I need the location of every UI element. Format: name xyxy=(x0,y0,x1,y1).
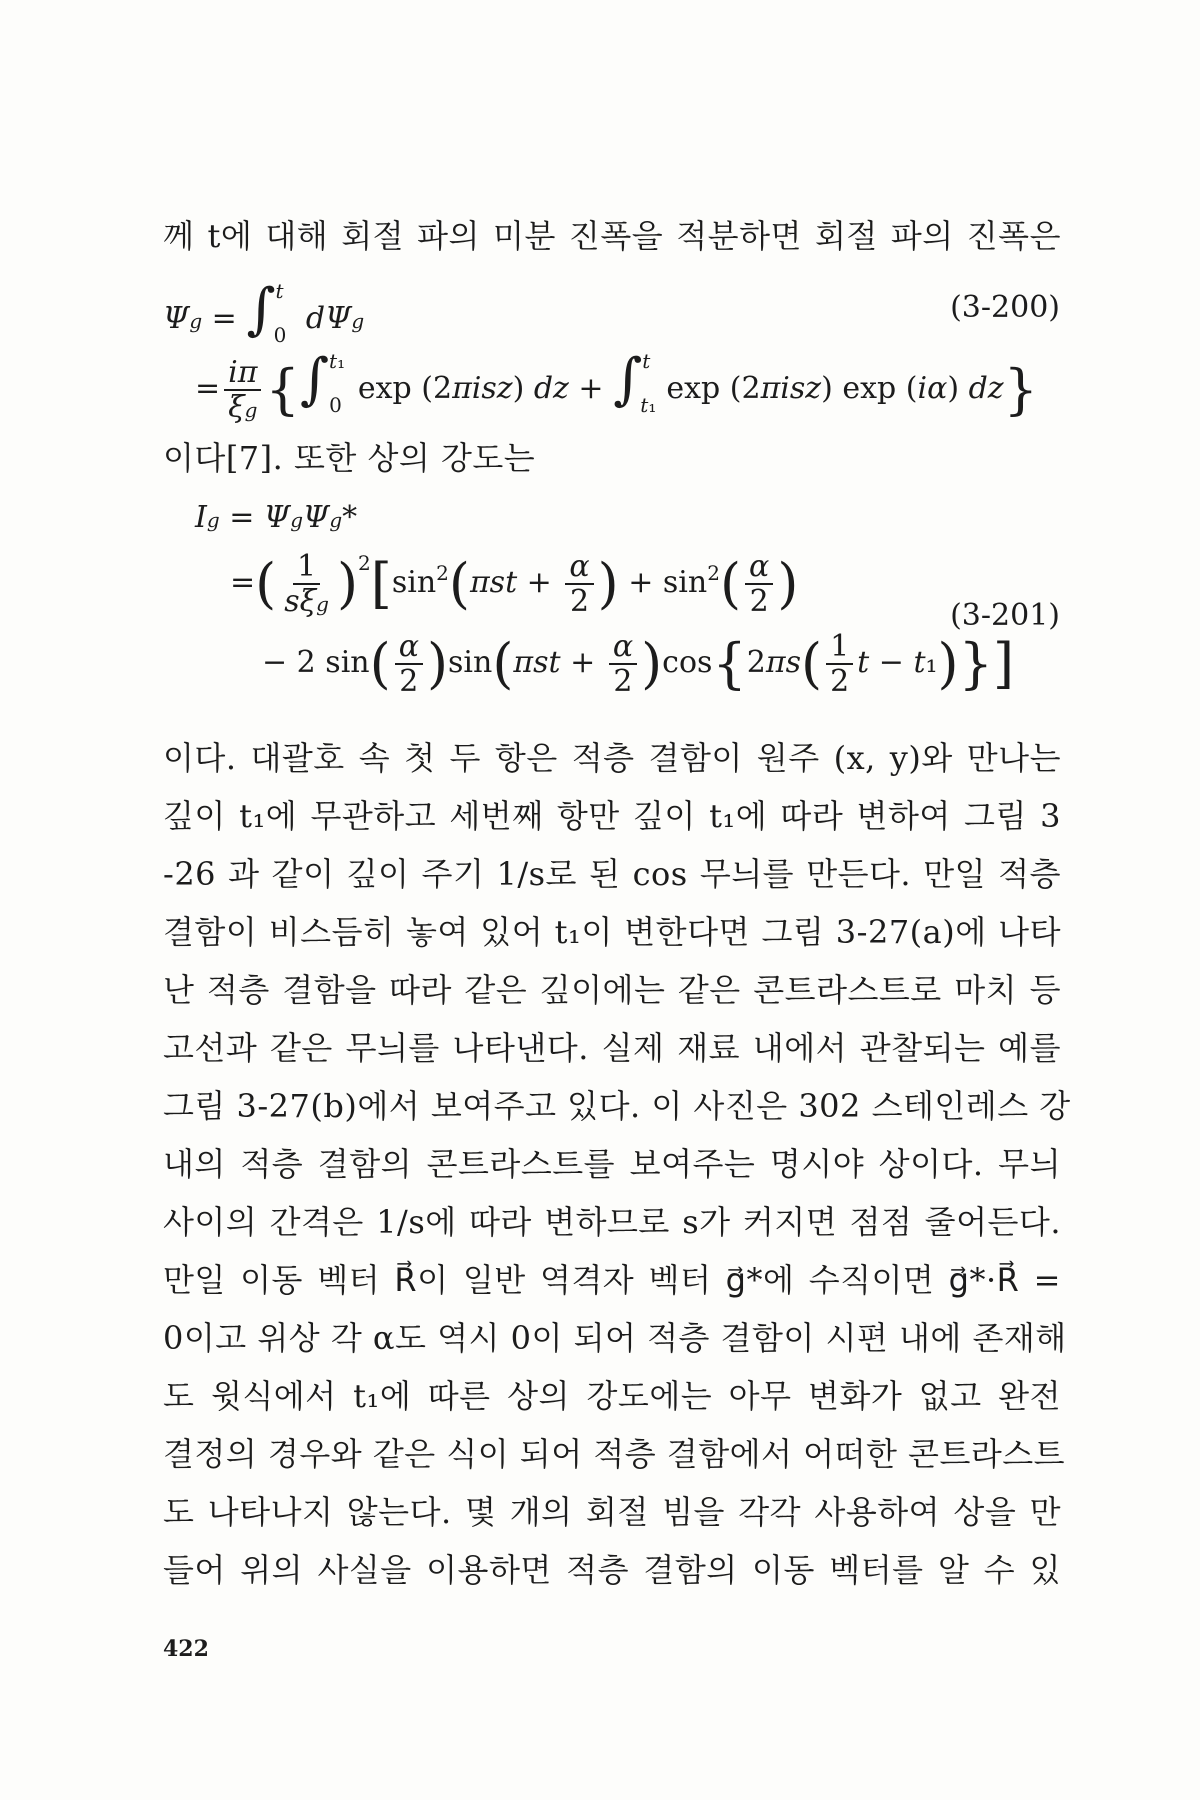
text-line: 결함이 비스듬히 놓여 있어 t₁이 변한다면 그림 3-27(a)에 나타 xyxy=(163,913,1061,951)
text-line: 이다[7]. 또한 상의 강도는 xyxy=(163,439,536,477)
equation-number-3-201: (3-201) xyxy=(950,598,1060,633)
equation-number-3-200: (3-200) xyxy=(950,290,1060,325)
text-line: 사이의 간격은 1/s에 따라 변하므로 s가 커지면 점점 줄어든다. xyxy=(163,1203,1061,1241)
eq200-line1-text xyxy=(0,0,1,1)
equation-3-201-line-2: =( $\frac{1}{\text{sξg}}$ )$^2[\sin^2(\pi st$ + $\frac{\alpha}{2}$ ) + $\sin^2$( $\frac{\alpha}{2}$ ) xyxy=(230,549,799,619)
text-line: 내의 적층 결함의 콘트라스트를 보여주는 명시야 상이다. 무늬 xyxy=(163,1145,1061,1183)
text-line: 고선과 같은 무늬를 나타낸다. 실제 재료 내에서 관찰되는 예를 xyxy=(163,1029,1061,1067)
text-line: 께 t에 대해 회절 파의 미분 진폭을 적분하면 회절 파의 진폭은 xyxy=(163,217,1061,255)
equation-3-200-line-1: Ψg = ∫$^t_0$ dΨg xyxy=(163,277,365,347)
text-line: 그림 3-27(b)에서 보여주고 있다. 이 사진은 302 스테인레스 강 xyxy=(163,1087,1071,1125)
equation-3-201-line-1: Ig = ΨgΨg* xyxy=(195,500,358,535)
page-number: 422 xyxy=(163,1636,209,1662)
text-line: 깊이 t₁에 무관하고 세번째 항만 깊이 t₁에 따라 변하여 그림 3 xyxy=(163,797,1061,835)
text-line: 난 적층 결함을 따라 같은 깊이에는 같은 콘트라스트로 마치 등 xyxy=(163,971,1061,1009)
text-line: 만일 이동 벡터 R⃗이 일반 역격자 벡터 g⃗*에 수직이면 g⃗*·R⃗ = xyxy=(163,1261,1061,1299)
text-line: 0이고 위상 각 α도 역시 0이 되어 적층 결함이 시편 내에 존재해 xyxy=(163,1319,1067,1357)
text-line: 들어 위의 사실을 이용하면 적층 결함의 이동 벡터를 알 수 있 xyxy=(163,1551,1061,1589)
text-line: -26 과 같이 깊이 주기 1/s로 된 cos 무늬를 만든다. 만일 적층 xyxy=(163,855,1061,893)
text-line: 결정의 경우와 같은 식이 되어 적층 결함에서 어떠한 콘트라스트 xyxy=(163,1435,1066,1473)
text-line: 도 나타나지 않는다. 몇 개의 회절 빔을 각각 사용하여 상을 만 xyxy=(163,1493,1061,1531)
text-line: 이다. 대괄호 속 첫 두 항은 적층 결함이 원주 (x, y)와 만나는 xyxy=(163,739,1061,777)
text-line: 도 윗식에서 t₁에 따른 상의 강도에는 아무 변화가 없고 완전 xyxy=(163,1377,1061,1415)
equation-3-200-line-2: = $\frac{i\pi}{\xi g}$ {∫$^{t_1}_0$ exp (2πisz) dz + ∫$^t_{t_1}$ exp (2πisz) exp (iα) dz} xyxy=(195,347,1038,425)
equation-3-201-line-3: − 2 sin( $\frac{\alpha}{2}$ )sin(πst + $\frac{\alpha}{2}$ )cos{2πs( $\frac{1}{2}$ t − t₁)}] xyxy=(262,629,1015,699)
